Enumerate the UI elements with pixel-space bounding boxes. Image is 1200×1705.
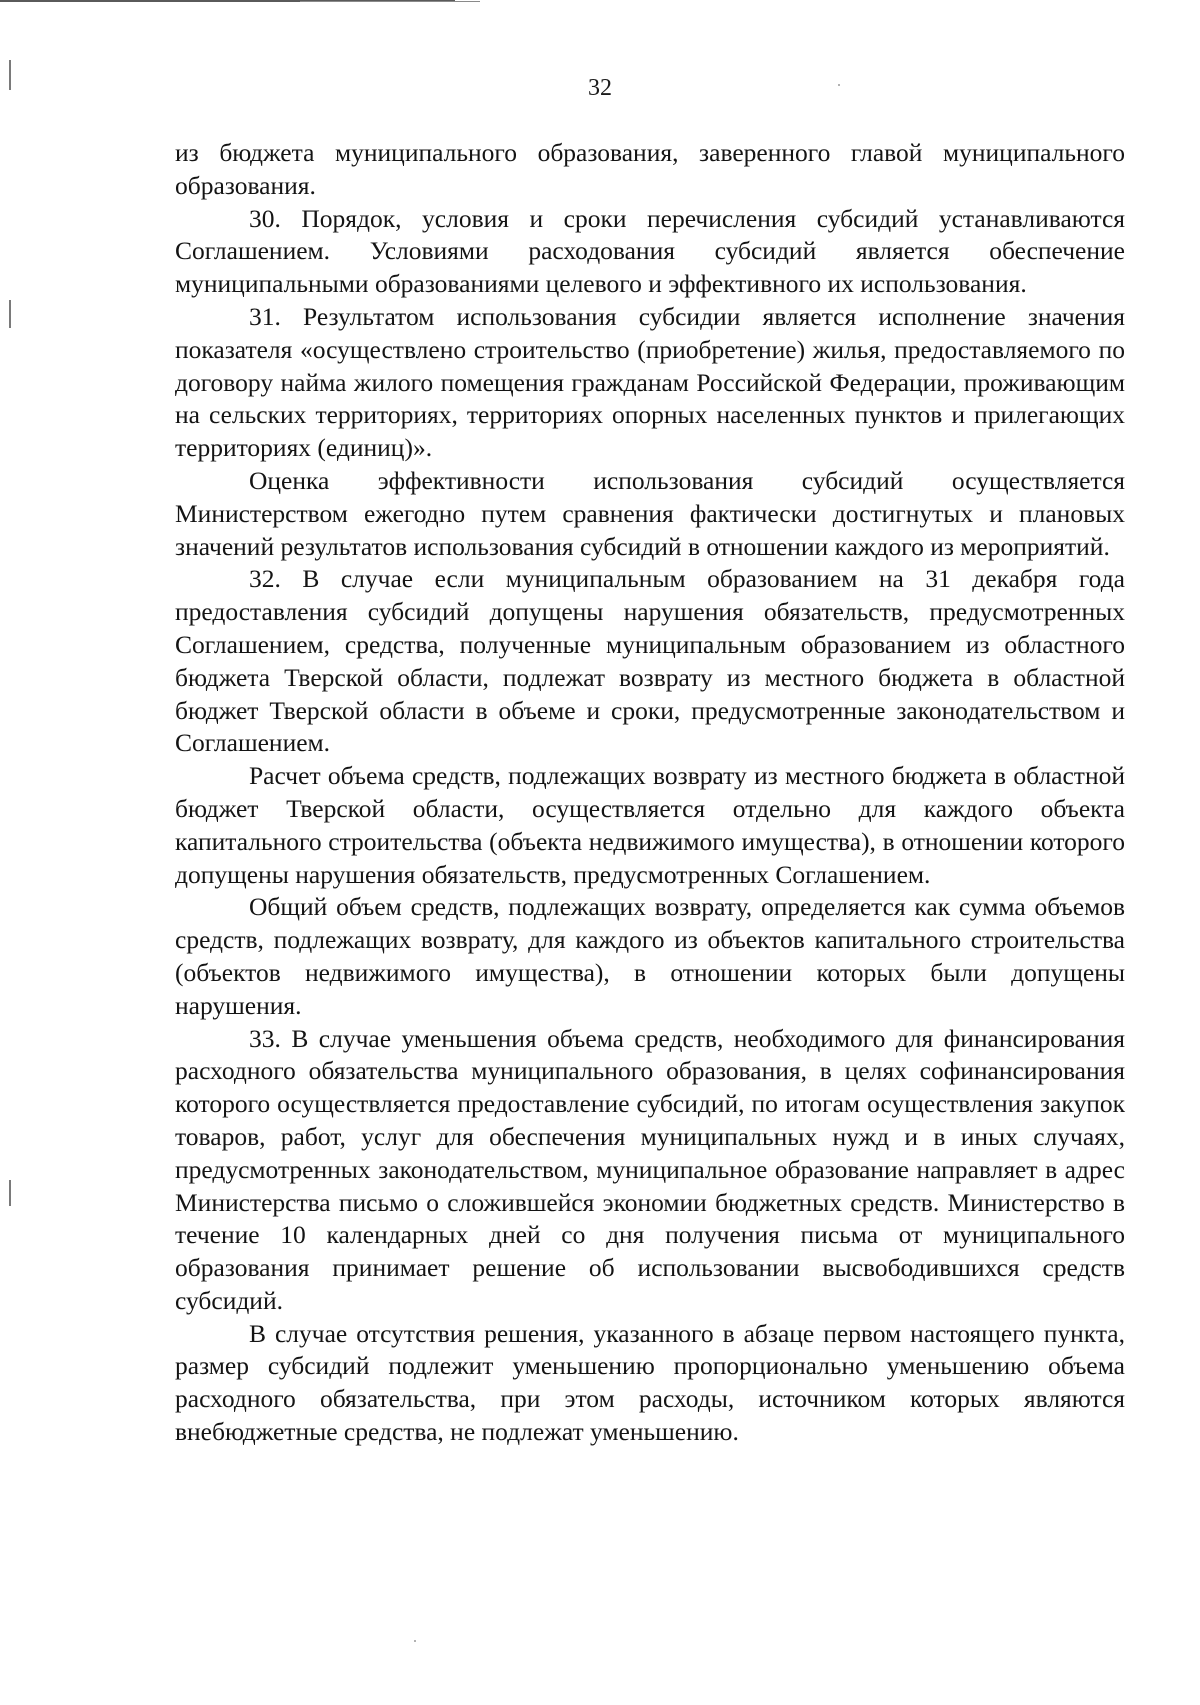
paragraph: Оценка эффективности использования субсидий осуществляется Министерством ежегодно путем сравнения фактически достигнутых и плановых значений результатов использования субсидий в отношении каждого из мероприятий. [175, 465, 1125, 561]
scan-edge-mark [9, 300, 11, 328]
scan-edge-mark [9, 1180, 11, 1206]
document-body [175, 137, 1125, 1449]
paragraph: 30. Порядок, условия и сроки перечисления субсидий устанавливаются Соглашением. Условиями расходования субсидий является обеспечение муниципальными образованиями целевого и эффективного их использования. [175, 203, 1125, 299]
paragraph: 31. Результатом использования субсидии является исполнение значения показателя «осуществлено строительство (приобретение) жилья, предоставляемого по договору найма жилого помещения гражданам Российской Федерации, проживающим на сельских территориях, территориях опорных населенных пунктов и прилегающих территориях (единиц)». [175, 301, 1125, 463]
paragraph: Общий объем средств, подлежащих возврату, определяется как сумма объемов средств, подлежащих возврату, для каждого из объектов капитального строительства (объектов недвижимого имущества), в отношении которых были допущены нарушения. [175, 892, 1125, 1020]
paragraph: В случае отсутствия решения, указанного в абзаце первом настоящего пункта, размер субсидий подлежит уменьшению пропорционально уменьшению объема расходного обязательства, при этом расходы, источником которых являются внебюджетные средства, не подлежат уменьшению. [175, 1318, 1125, 1447]
paragraph: Расчет объема средств, подлежащих возврату из местного бюджета в областной бюджет Тверской области, осуществляется отдельно для каждого объекта капитального строительства (объекта недвижимого имущества), в отношении которого допущены нарушения обязательств, предусмотренных Соглашением. [175, 761, 1125, 889]
page-number: 32 [588, 75, 612, 101]
paragraph: 33. В случае уменьшения объема средств, необходимого для финансирования расходного обязательства муниципального образования, в целях софинансирования которого осуществляется предоставление субсидий, по итогам осуществления закупок товаров, работ, услуг для обеспечения муниципальных нужд и в иных случаях, предусмотренных законодательством, муниципальное образование направляет в адрес Министерства письмо о сложившейся экономии бюджетных средств. Министерство в течение 10 календарных дней со дня получения письма от муниципального образования принимает решение об использовании высвободившихся средств субсидий. [175, 1023, 1125, 1315]
scan-border-top-faint [300, 1, 480, 2]
scan-speck [414, 1640, 416, 1642]
paragraph: из бюджета муниципального образования, заверенного главой муниципального образования. [175, 138, 1125, 200]
paragraph: 32. В случае если муниципальным образованием на 31 декабря года предоставления субсидий допущены нарушения обязательств, предусмотренных Соглашением, средства, полученные муниципальным образованием из областного бюджета Тверской области, подлежат возврату из местного бюджета в областной бюджет Тверской области в объеме и сроки, предусмотренные законодательством и Соглашением. [175, 564, 1125, 758]
